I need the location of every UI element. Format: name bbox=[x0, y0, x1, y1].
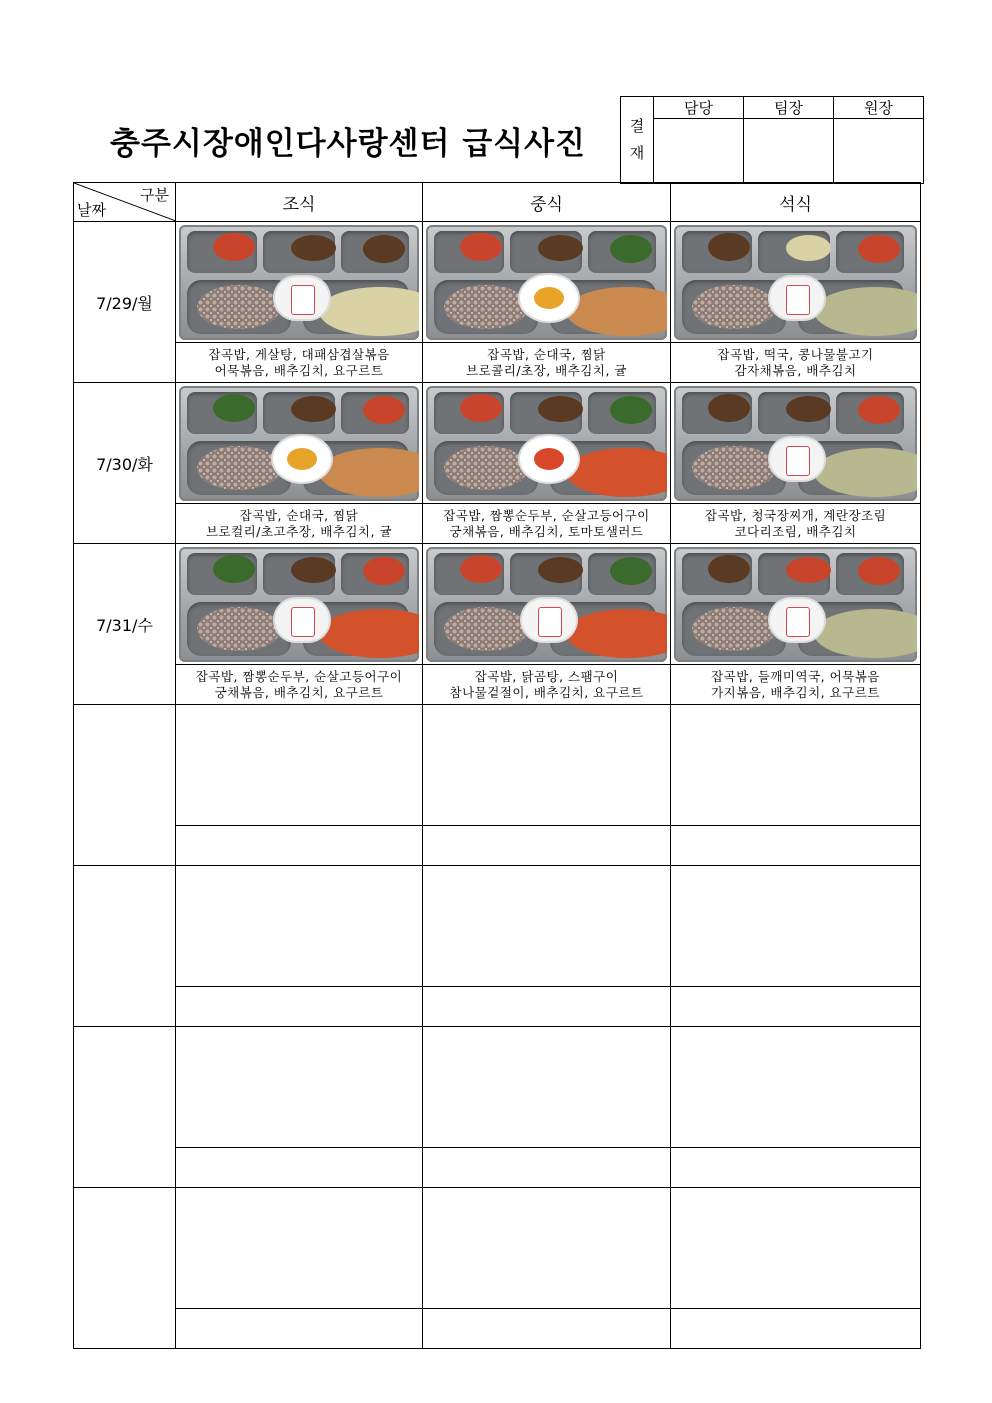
menu-line: 브로콜리/초장, 배추김치, 귤 bbox=[466, 362, 627, 378]
meal-menu-text bbox=[671, 665, 921, 705]
menu-line: 잡곡밥, 게살탕, 대패삼겹살볶음 bbox=[208, 346, 390, 362]
rice-portion bbox=[197, 446, 281, 490]
side-bowl bbox=[520, 275, 578, 321]
meal-photo-cell bbox=[671, 866, 921, 987]
side-dish bbox=[363, 396, 405, 425]
approval-label: 결 재 bbox=[621, 97, 654, 184]
menu-line: 궁채볶음, 배추김치, 요구르트 bbox=[214, 684, 384, 700]
approval-sign-team-lead[interactable] bbox=[744, 119, 834, 184]
side-dish bbox=[786, 396, 831, 422]
meal-tray-photo bbox=[179, 386, 419, 501]
meal-photo-cell bbox=[176, 1188, 423, 1309]
approval-sign-staff[interactable] bbox=[654, 119, 744, 184]
meal-photo-cell bbox=[176, 1027, 423, 1148]
meal-photo-cell bbox=[671, 705, 921, 826]
day-date: 7/30/화 bbox=[74, 383, 176, 544]
meal-menu-text bbox=[423, 665, 671, 705]
meal-photo-cell bbox=[671, 1188, 921, 1309]
day-date bbox=[74, 1188, 176, 1349]
meal-photo-cell bbox=[176, 222, 423, 343]
meal-photo-cell bbox=[671, 383, 921, 504]
meal-photo-cell bbox=[423, 705, 671, 826]
side-dish bbox=[213, 555, 255, 584]
rice-portion bbox=[444, 446, 528, 490]
side-dish bbox=[213, 394, 255, 423]
day-date: 7/31/수 bbox=[74, 544, 176, 705]
rice-portion bbox=[692, 607, 776, 651]
document-title: 충주시장애인다사랑센터 급식사진 bbox=[110, 126, 586, 162]
side-dish bbox=[213, 233, 255, 262]
meal-tray-photo bbox=[674, 547, 917, 662]
header-dinner: 석식 bbox=[671, 183, 921, 222]
side-dish bbox=[460, 555, 502, 584]
meal-menu-text bbox=[176, 1148, 423, 1188]
day-date bbox=[74, 705, 176, 866]
rice-portion bbox=[197, 285, 281, 329]
menu-line: 잡곡밥, 순대국, 찜닭 bbox=[239, 507, 359, 523]
meal-menu-text bbox=[671, 504, 921, 544]
side-dish bbox=[538, 396, 583, 422]
meal-menu-text bbox=[423, 826, 671, 866]
meal-menu-text bbox=[423, 1309, 671, 1349]
side-dish bbox=[363, 235, 405, 264]
approval-col-staff: 담당 bbox=[654, 97, 744, 119]
meal-tray-photo bbox=[426, 225, 667, 340]
meal-menu-text bbox=[423, 1148, 671, 1188]
rice-portion bbox=[692, 446, 776, 490]
menu-line: 어묵볶음, 배추김치, 요구르트 bbox=[214, 362, 384, 378]
side-dish bbox=[291, 557, 336, 583]
corner-category-label: 구분 bbox=[140, 186, 169, 204]
day-date: 7/29/월 bbox=[74, 222, 176, 383]
meal-menu-text bbox=[176, 826, 423, 866]
menu-line: 잡곡밥, 떡국, 콩나물불고기 bbox=[717, 346, 874, 362]
menu-line: 가지볶음, 배추김치, 요구르트 bbox=[711, 684, 880, 700]
meal-menu-text bbox=[671, 826, 921, 866]
meal-menu-text bbox=[176, 987, 423, 1027]
meal-photo-cell bbox=[176, 544, 423, 665]
yogurt-drink bbox=[522, 599, 576, 641]
meal-menu-text bbox=[671, 987, 921, 1027]
approval-box bbox=[620, 96, 924, 184]
meal-tray-photo bbox=[179, 547, 419, 662]
approval-sign-director[interactable] bbox=[834, 119, 924, 184]
side-bowl bbox=[273, 436, 331, 482]
side-dish bbox=[858, 557, 900, 586]
yogurt-drink bbox=[770, 599, 824, 641]
meal-photo-cell bbox=[423, 1188, 671, 1309]
meal-photo-cell bbox=[671, 1027, 921, 1148]
side-dish bbox=[610, 235, 652, 264]
side-dish bbox=[460, 233, 502, 262]
yogurt-drink bbox=[275, 599, 329, 641]
yogurt-drink bbox=[770, 438, 824, 480]
menu-line: 잡곡밥, 짬뽕순두부, 순살고등어구이 bbox=[443, 507, 650, 523]
side-dish bbox=[538, 557, 583, 583]
side-dish bbox=[858, 235, 900, 264]
approval-col-director: 원장 bbox=[834, 97, 924, 119]
menu-line: 궁채볶음, 배추김치, 토마토샐러드 bbox=[449, 523, 644, 539]
meal-menu-text bbox=[176, 504, 423, 544]
meal-photo-cell bbox=[671, 222, 921, 343]
meal-photo-cell bbox=[423, 1027, 671, 1148]
side-dish bbox=[786, 557, 831, 583]
meal-tray-photo bbox=[426, 386, 667, 501]
yogurt-drink bbox=[275, 277, 329, 319]
meal-menu-text bbox=[176, 343, 423, 383]
menu-line: 잡곡밥, 짬뽕순두부, 순살고등어구이 bbox=[195, 668, 403, 684]
meal-menu-text bbox=[671, 343, 921, 383]
corner-header bbox=[74, 183, 176, 222]
meal-menu-text bbox=[423, 504, 671, 544]
side-dish bbox=[610, 557, 652, 586]
meal-photo-cell bbox=[423, 383, 671, 504]
meal-tray-photo bbox=[179, 225, 419, 340]
approval-col-team-lead: 팀장 bbox=[744, 97, 834, 119]
meal-photo-cell bbox=[176, 866, 423, 987]
meal-menu-text bbox=[423, 343, 671, 383]
side-dish bbox=[708, 233, 750, 262]
menu-line: 잡곡밥, 청국장찌개, 계란장조림 bbox=[704, 507, 887, 523]
side-dish bbox=[291, 235, 336, 261]
rice-portion bbox=[197, 607, 281, 651]
meal-tray-photo bbox=[674, 386, 917, 501]
meal-photo-cell bbox=[176, 383, 423, 504]
meal-photo-cell bbox=[671, 544, 921, 665]
menu-line: 감자채볶음, 배추김치 bbox=[734, 362, 857, 378]
meal-menu-text bbox=[671, 1309, 921, 1349]
menu-line: 코다리조림, 배추김치 bbox=[734, 523, 857, 539]
meal-photo-cell bbox=[423, 222, 671, 343]
menu-line: 잡곡밥, 들깨미역국, 어묵볶음 bbox=[711, 668, 880, 684]
side-dish bbox=[786, 235, 831, 261]
side-dish bbox=[610, 396, 652, 425]
meal-tray-photo bbox=[674, 225, 917, 340]
side-dish bbox=[708, 394, 750, 423]
header-breakfast: 조식 bbox=[176, 183, 423, 222]
side-dish bbox=[363, 557, 405, 586]
meal-menu-text bbox=[423, 987, 671, 1027]
meal-photo-cell bbox=[176, 705, 423, 826]
side-dish bbox=[858, 396, 900, 425]
header-lunch: 중식 bbox=[423, 183, 671, 222]
rice-portion bbox=[692, 285, 776, 329]
meal-menu-text bbox=[176, 1309, 423, 1349]
meal-menu-text bbox=[671, 1148, 921, 1188]
day-date bbox=[74, 866, 176, 1027]
menu-line: 잡곡밥, 순대국, 찜닭 bbox=[487, 346, 606, 362]
meal-photo-table bbox=[73, 182, 921, 1349]
side-dish bbox=[291, 396, 336, 422]
meal-menu-text bbox=[176, 665, 423, 705]
side-bowl bbox=[520, 436, 578, 482]
yogurt-drink bbox=[770, 277, 824, 319]
side-dish bbox=[538, 235, 583, 261]
side-dish bbox=[708, 555, 750, 584]
rice-portion bbox=[444, 285, 528, 329]
day-date bbox=[74, 1027, 176, 1188]
side-dish bbox=[460, 394, 502, 423]
menu-line: 참나물겉절이, 배추김치, 요구르트 bbox=[449, 684, 644, 700]
rice-portion bbox=[444, 607, 528, 651]
meal-tray-photo bbox=[426, 547, 667, 662]
menu-line: 브로컬리/초고추장, 배추김치, 귤 bbox=[205, 523, 393, 539]
menu-line: 잡곡밥, 닭곰탕, 스팸구이 bbox=[474, 668, 619, 684]
corner-date-label: 날짜 bbox=[77, 201, 106, 219]
meal-photo-cell bbox=[423, 544, 671, 665]
meal-photo-cell bbox=[423, 866, 671, 987]
